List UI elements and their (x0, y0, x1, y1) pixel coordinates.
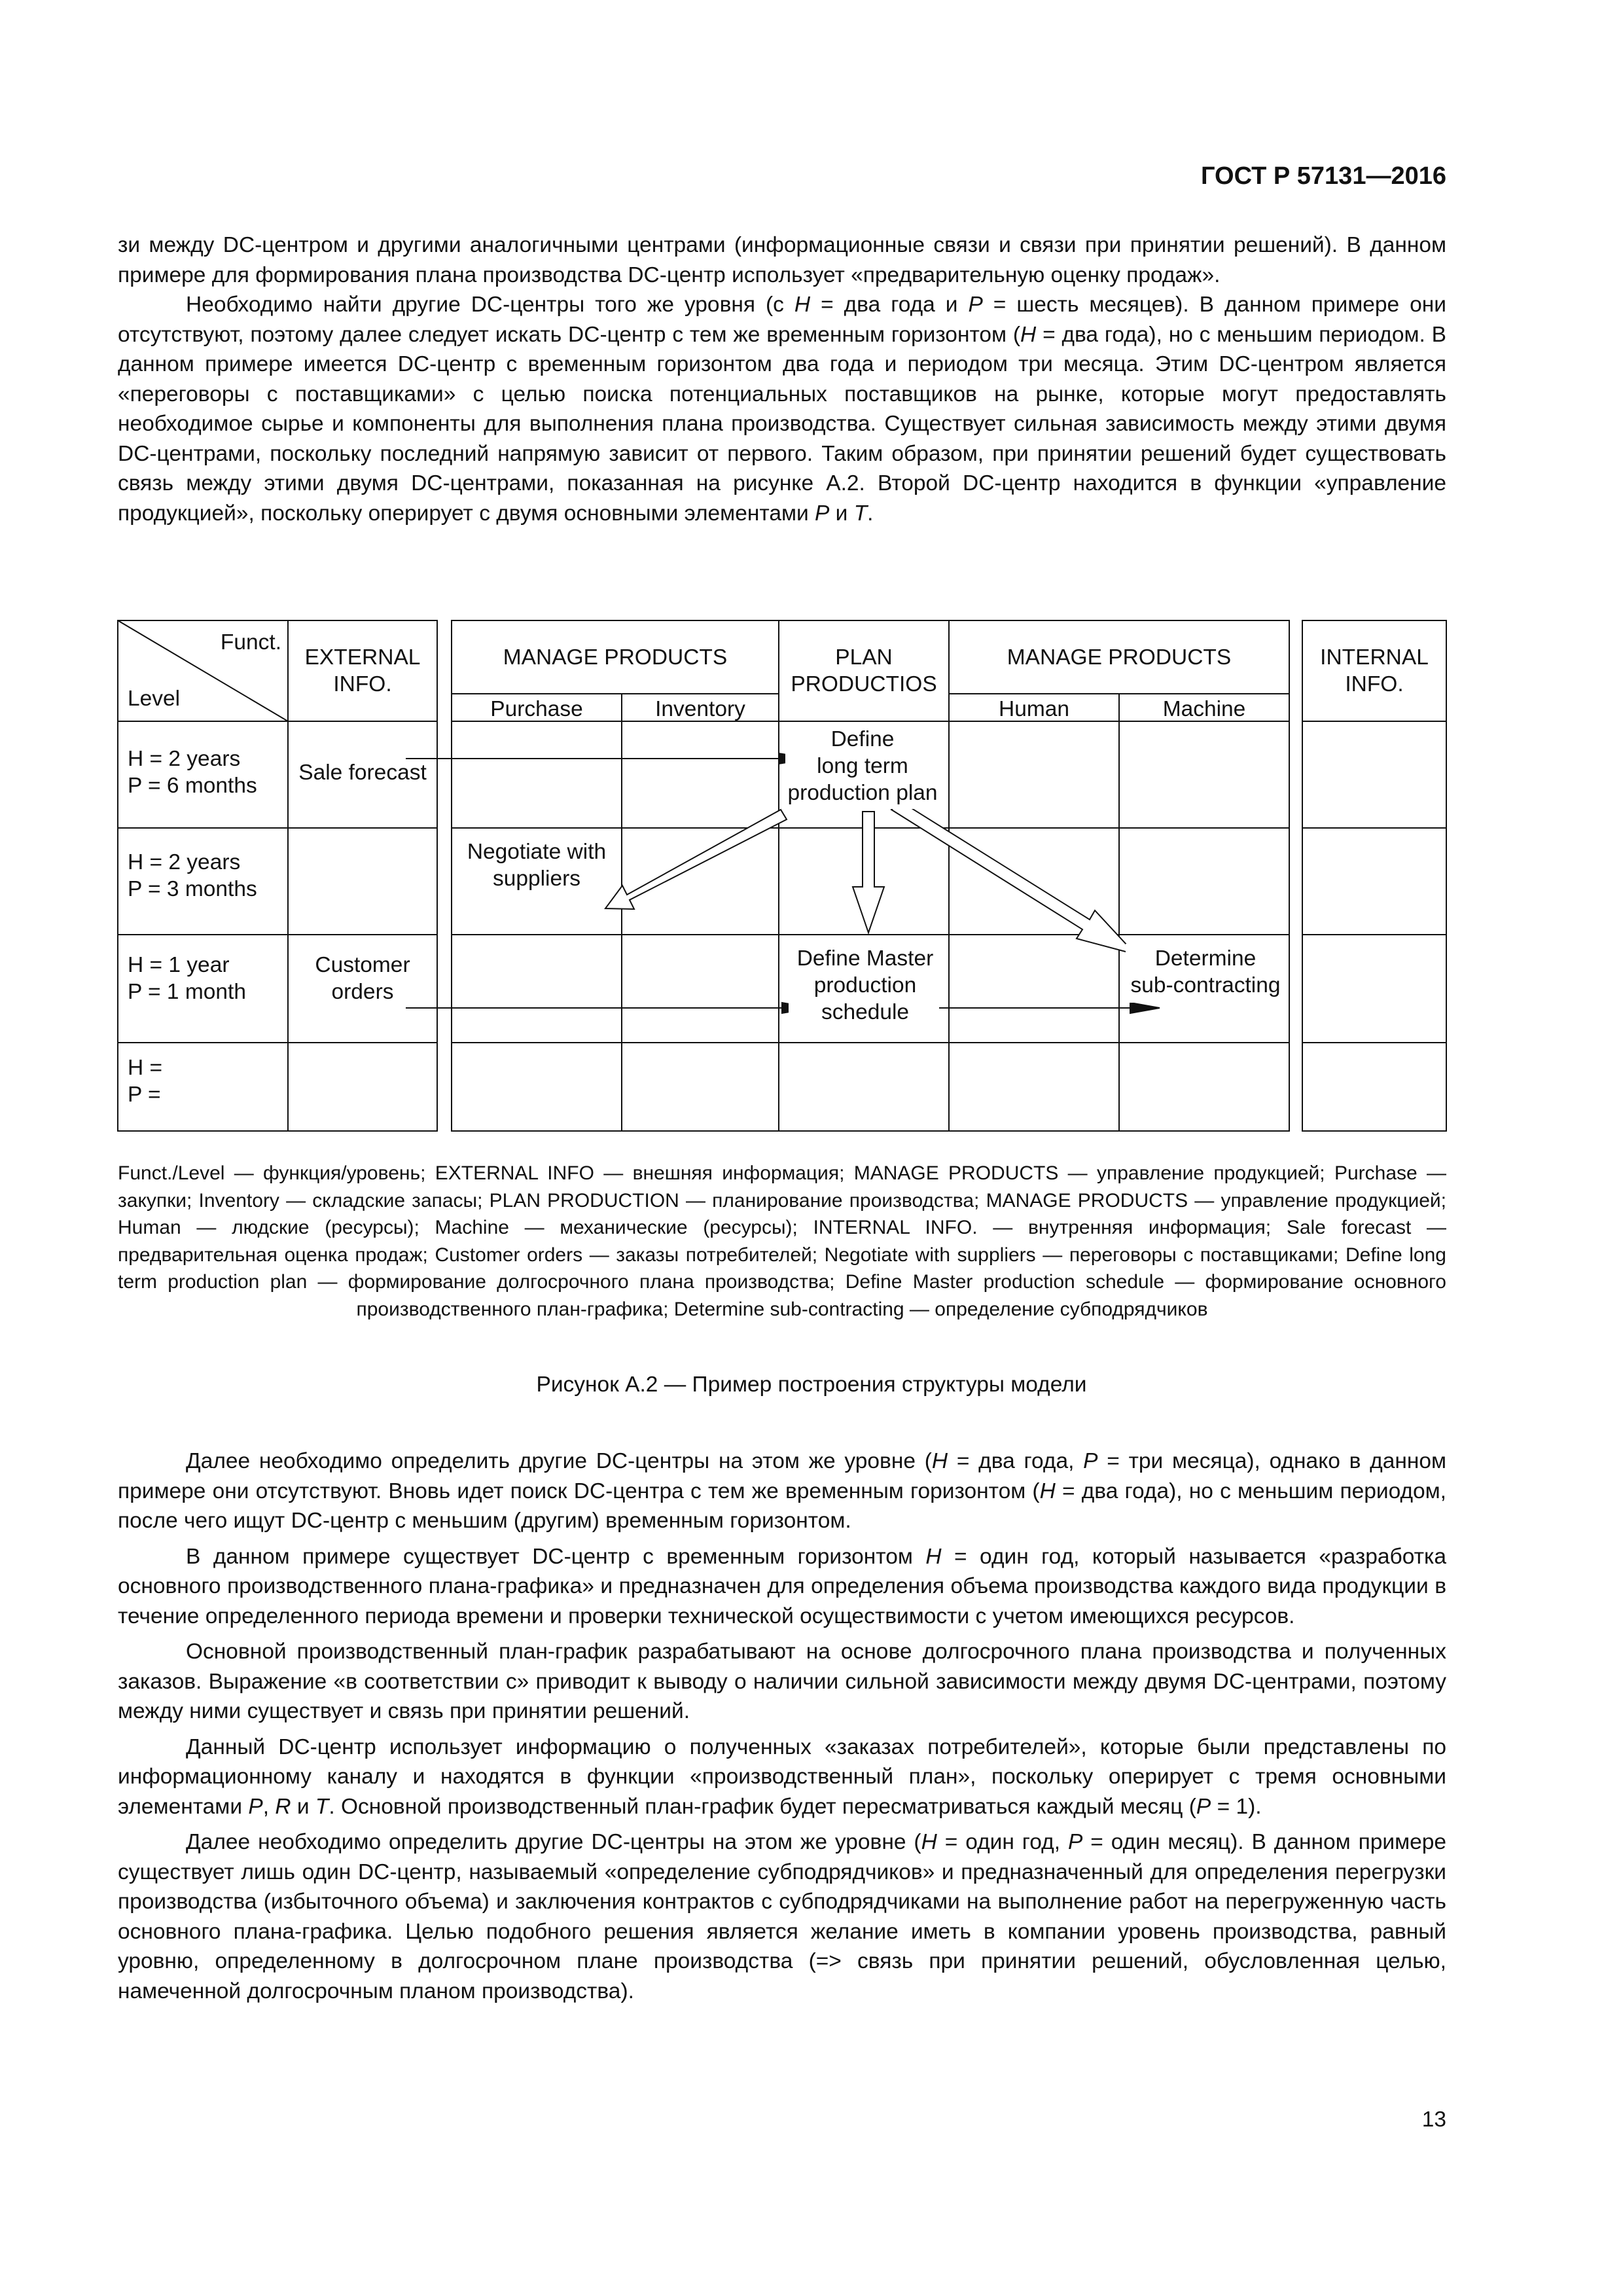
cell-determine-sub-l2: sub-contracting (1130, 973, 1281, 997)
paragraph: Данный DC-центр использует информацию о полученных «заказах потребителей», которые были представлены по информационному каналу и находятся в функции «производственный план», поскольку оперирует с тремя основными элементами P, R и T. Основной производственный план-график будет пересматриваться каждый месяц (P = 1). (118, 1734, 1446, 1819)
col-external-l1: EXTERNAL (304, 645, 421, 670)
paragraph: зи между DC-центром и другими аналогичными центрами (информационные связи и связи при принятии решений). В данном примере для формирования плана производства DC-центр использует «предварительную оценку продаж». (118, 233, 1446, 287)
row-1-p: P = 6 months (128, 774, 257, 798)
arrow-to-subcontracting (891, 802, 1135, 954)
page-number: 13 (1421, 2108, 1446, 2132)
standard-code: ГОСТ Р 57131—2016 (1201, 162, 1446, 190)
arrow-to-master-schedule (853, 812, 884, 933)
subcol-machine: Machine (1162, 697, 1246, 721)
row-2-h: H = 2 years (128, 850, 241, 874)
corner-funct: Funct. (220, 630, 281, 655)
row-2-p: P = 3 months (128, 877, 257, 901)
col-manage-products-1: MANAGE PRODUCTS (503, 645, 728, 670)
figure-legend: Funct./Level — функция/уровень; EXTERNAL INFO — внешняя информация; MANAGE PRODUCTS — управление продукцией; Purchase — закупки; Inventory — складские запасы; PLAN PRODUCTION — планирование производства; MANAGE PRODUCTS — управление продукцией; Human — людские (ресурсы); Machine — механические (ресурсы); INTERNAL INFO. — внутренняя информация; Sale forecast — предварительная оценка продаж; Customer orders — заказы потребителей; Negotiate with suppliers — переговоры с поставщиками; Define long term production plan — формирование долгосрочного плана производства; Define Master production schedule — формирование основного производственного план-графика; Determine sub-contracting — определение субподрядчиков (118, 1162, 1446, 1320)
subcol-purchase: Purchase (490, 697, 583, 721)
col-plan-l1: PLAN (835, 645, 893, 670)
cell-define-long-l1: Define (830, 727, 895, 751)
cell-sale-forecast: Sale forecast (298, 761, 427, 785)
paragraph: В данном примере существует DC-центр с временным горизонтом H = один год, который называется «разработка основного производственного плана-графика» и предназначен для определения объема производства каждого вида продукции в течение определенного периода времени и проверки технической осуществимости с учетом имеющихся ресурсов. (118, 1544, 1446, 1628)
row-3-h: H = 1 year (128, 953, 230, 977)
subcol-inventory: Inventory (655, 697, 745, 721)
figure-caption: Рисунок А.2 — Пример построения структуры модели (536, 1372, 1087, 1397)
text-block-bottom (118, 1446, 1446, 2006)
cell-define-master-l3: schedule (821, 1000, 910, 1024)
col-external-l2: INFO. (333, 672, 392, 696)
col-internal-l1: INTERNAL (1320, 645, 1429, 670)
cell-define-long-l3: production plan (787, 781, 938, 805)
grid-block-right (1302, 620, 1446, 1131)
cell-define-long-l2: long term (817, 754, 908, 778)
corner-level: Level (128, 687, 181, 711)
row-3-p: P = 1 month (128, 980, 246, 1004)
subcol-human: Human (999, 697, 1069, 721)
row-4-h: H = (128, 1056, 163, 1080)
paragraph: Далее необходимо определить другие DC-центры на этом же уровне (H = два года, P = три месяца), однако в данном примере они отсутствуют. Вновь идет поиск DC-центра с тем же временным горизонтом (H = два года), но с меньшим периодом, после чего ищут DC-центр с меньшим (другим) временным горизонтом. (118, 1449, 1446, 1533)
col-manage-products-2: MANAGE PRODUCTS (1007, 645, 1232, 670)
cell-determine-sub-l1: Determine (1154, 946, 1257, 971)
arrow-to-negotiate (605, 810, 787, 909)
col-internal-l2: INFO. (1345, 672, 1404, 696)
paragraph: Далее необходимо определить другие DC-центры на этом же уровне (H = один год, P = один месяц). В данном примере существует лишь один DC-центр, называемый «определение субподрядчиков» и предназначенный для определения перегрузки производства (избыточного объема) и заключения контрактов с субподрядчиками на выполнение работ на перегруженную часть основного плана-графика. Целью подобного решения является желание иметь в компании уровень производства, равный уровню, определенному в долгосрочном плане производства (=> связь при принятии решений, обусловленная целью, намеченной долгосрочным планом производства). (118, 1830, 1446, 2003)
cell-negotiate-l1: Negotiate with (467, 840, 607, 864)
row-4-p: P = (128, 1083, 161, 1107)
paragraph: Необходимо найти другие DC-центры того же уровня (с H = два года и P = шесть месяцев). В данном примере они отсутствуют, поэтому далее следует искать DC-центр с тем же временным горизонтом (H = два года), но с меньшим периодом. В данном примере имеется DC-центр с временным горизонтом два года и периодом три месяца. Этим DC-центром является «переговоры с поставщиками» с целью поиска потенциальных поставщиков на рынке, которые могут предоставлять необходимое сырье и компоненты для выполнения плана производства. Существует сильная зависимость между этими двумя DC-центрами, поскольку последний напрямую зависит от первого. Таким образом, при принятии решений будет существовать связь между этими двумя DC-центрами, показанная на рисунке А.2. Второй DC-центр находится в функции «управление продукцией», поскольку оперирует с двумя основными элементами P и T. (118, 293, 1447, 526)
paragraph: Основной производственный план-график разрабатывают на основе долгосрочного плана производства и полученных заказов. Выражение «в соответствии с» приводит к выводу о наличии сильной зависимости между двумя DC-центрами, поэтому между ними существует и связь при принятии решений. (118, 1640, 1446, 1723)
cell-define-master-l2: production (813, 973, 917, 997)
cell-customer-orders-l2: orders (331, 980, 394, 1004)
row-1-h: H = 2 years (128, 747, 241, 771)
arrow-master-to-sub-head (1130, 1003, 1160, 1013)
cell-negotiate-l2: suppliers (492, 867, 581, 891)
col-plan-l2: PRODUCTIOS (791, 672, 937, 696)
cell-define-master-l1: Define Master (796, 946, 934, 971)
cell-customer-orders-l1: Customer (315, 953, 410, 977)
